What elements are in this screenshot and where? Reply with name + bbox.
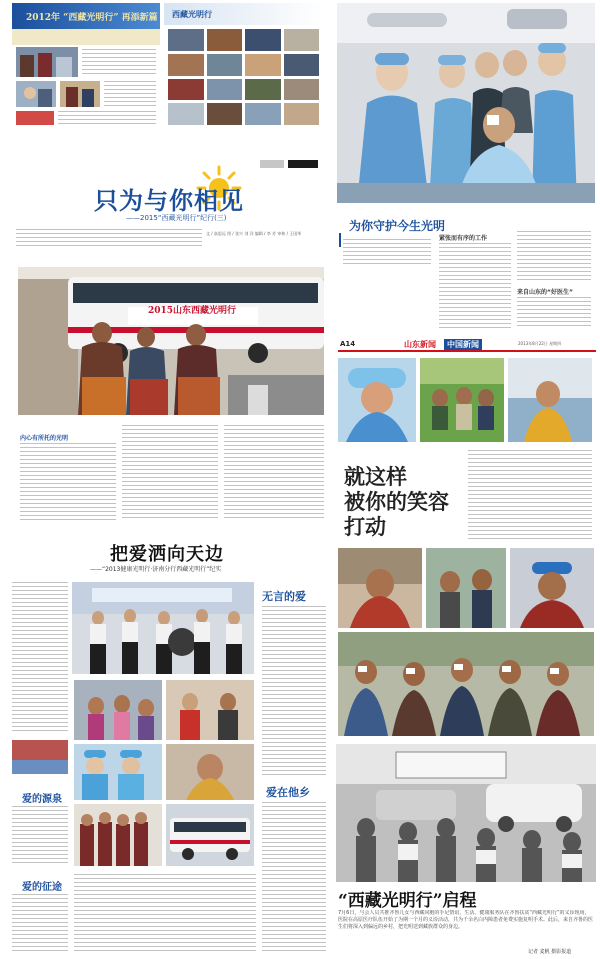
feature-section-head: 内心有所托的光明 [20, 435, 69, 442]
smile-headline-line1: 就这样 [344, 464, 407, 489]
love-photo-child-smile [166, 744, 254, 800]
surgery-side-head-2: 来自山东的“好医生” [517, 289, 573, 296]
thumbnail-page-tibet-2012 [12, 3, 160, 128]
thumbnail-photo [16, 47, 78, 77]
thumbnail-page-photo-grid [164, 3, 323, 128]
love-photo-handshake [166, 680, 254, 740]
feature-bus-photo [18, 267, 324, 415]
page-number: A14 [340, 340, 356, 348]
surgery-side-head-1: 紧张而有序的工作 [439, 235, 488, 242]
surgery-caption-title: 为你守护今生光明 [349, 219, 446, 233]
smile-photo-men [426, 548, 506, 628]
launch-credit: 记者 麦帆 摄影报道 [528, 949, 572, 955]
smile-headline-line3: 打动 [344, 514, 386, 539]
thumbnail-banner: 西藏光明行 [172, 9, 212, 19]
love-head-journey: 爱的征途 [22, 882, 62, 893]
smile-page [338, 338, 596, 738]
thumbnail-banner: 2012年 “西藏光明行” 再添新篇 [26, 13, 158, 23]
surgery-page [337, 3, 595, 333]
smile-photo-hat-woman [510, 548, 594, 628]
feature-byline: 文 / 高思远 图 / 张兴 刘 洋 编辑 / 李 芳 审核 / 王国华 [206, 231, 302, 236]
masthead: 山东新闻 [404, 340, 436, 349]
launch-photo-crowd [336, 744, 596, 882]
thumbnail-photo [60, 81, 100, 107]
love-photo-doctors [74, 744, 162, 800]
page-date: 2013年8月22日 星期四 [518, 341, 562, 346]
love-photo-bus [166, 804, 254, 866]
love-subheadline: ——“2013健康光明行·济南分行西藏光明行”纪实 [90, 566, 222, 573]
love-head-source: 爱的源泉 [22, 794, 62, 805]
section-label: 中国新闻 [444, 339, 482, 350]
smile-photo-girl [338, 358, 416, 442]
feature-headline: 只为与你相见 [94, 186, 244, 215]
launch-body: 7月6日，与会人员共推齐鲁儿女与西藏同胞的手足情谊，生活、健康服务队在齐鲁扶贫“西藏光明行”的义诊现场，医院在高原医疗队伍开始了为期一个月的义诊活动，共为千余名白内障患者免费实施复明手术。此后，来自齐鲁的医生们将深入到偏远的乡村，把光明送到藏族群众的身边。 [338, 910, 594, 930]
smile-photo-elder-woman [338, 548, 422, 628]
smile-photo-children-field [420, 358, 504, 442]
thumbnail-photo [16, 111, 54, 125]
smile-photo-patients-group [338, 632, 594, 736]
love-headline: 把爱洒向天边 [110, 544, 224, 565]
love-page [12, 534, 330, 959]
launch-page [336, 744, 596, 959]
love-head-far: 爱在他乡 [266, 786, 310, 799]
thumbnail-photo [16, 81, 56, 107]
love-head-silent: 无言的爱 [262, 590, 306, 603]
bus-sign: 2015山东西藏光明行 [148, 306, 237, 316]
smile-photo-boy [508, 358, 592, 442]
feature-subheadline: ——2015“西藏光明行”纪行(三) [126, 214, 227, 222]
surgery-photo [337, 3, 595, 203]
love-photo-group-small [12, 740, 68, 774]
love-photo-ceremony [72, 582, 254, 674]
feature-page-only-to-see-you [12, 155, 330, 525]
love-photo-nuns [74, 804, 162, 866]
smile-headline-line2: 被你的笑容 [344, 489, 449, 514]
love-photo-children [74, 680, 162, 740]
launch-headline: “西藏光明行”启程 [338, 891, 477, 911]
